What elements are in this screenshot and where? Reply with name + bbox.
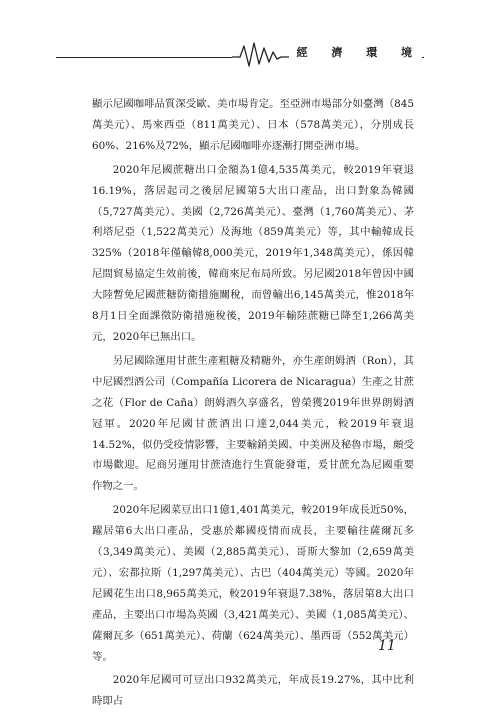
paragraph-1: 顯示尼國咖啡品質深受歐、美市場肯定。至亞洲市場部分如臺灣（845萬美元）、馬來西亞（811萬美元）、日本（578萬美元），分別成長60%、216%及72%，顯示尼國咖啡亦逐漸打開亞洲市場。 — [92, 98, 414, 152]
heartbeat-pulse-icon — [232, 40, 296, 68]
paragraph-4: 2020年尼國菜豆出口1億1,401萬美元，較2019年成長近50%，躍居第6大出口產品，受惠於鄰國疫情而成長，主要輸往薩爾瓦多（3,349萬美元）、美國（2,885萬美元）、哥斯大黎加（2,659萬美元）、宏都拉斯（1,297萬美元）、古巴（404萬美元）等國。2020年尼國花生出口8,965萬美元，較2019年衰退7.38%，落居第8大出口產品，主要出口市場為英國（3,421萬美元）、美國（1,085萬美元）、薩爾瓦多（651萬美元）、荷蘭（624萬美元）、墨西哥（552萬美元）等。 — [92, 504, 414, 663]
body-text — [92, 94, 414, 715]
section-title: 經 濟 環 境 — [289, 44, 423, 60]
paragraph-2: 2020年尼國蔗糖出口金額為1億4,535萬美元，較2019年衰退16.19%，落居起司之後居尼國第5大出口產品，出口對象為韓國（5,727萬美元）、美國（2,726萬美元）、臺灣（1,760萬美元）、茅利塔尼亞（1,522萬美元）及海地（859萬美元）等，其中輸韓成長325%（2018年僅輸韓8,000美元，2019年1,348萬美元），係因韓尼間貿易協定生效前後，韓商來尼布局所致。另尼國2018年曾因中國大陸暫免尼國蔗糖防衛措施關稅，而曾輸出6,145萬美元，惟2018年8月1日全面課徵防衛措施稅後，2019年輸陸蔗糖已降至1,266萬美元，2020年已無出口。 — [92, 163, 414, 343]
page-number: 11 — [378, 638, 396, 654]
paragraph-3: 另尼國除運用甘蔗生產粗糖及精糖外，亦生產朗姆酒（Ron），其中尼國烈酒公司（Compañía Licorera de Nicaragua）生產之甘蔗之花（Flor de Caña）朗姆酒久享盛名，曾榮獲2019年世界朗姆酒冠軍。2020年尼國甘蔗酒出口達2,044美元，較2019年衰退14.52%，似仍受疫情影響，主要輸銷美國、中美洲及秘魯市場，頗受市場歡迎。尼商另運用甘蔗渣進行生質能發電，爰甘蔗允為尼國重要作物之一。 — [92, 354, 414, 493]
running-header — [56, 40, 424, 68]
paragraph-5: 2020年尼國可可豆出口932萬美元，年成長19.27%，其中比利時即占 — [92, 674, 414, 708]
